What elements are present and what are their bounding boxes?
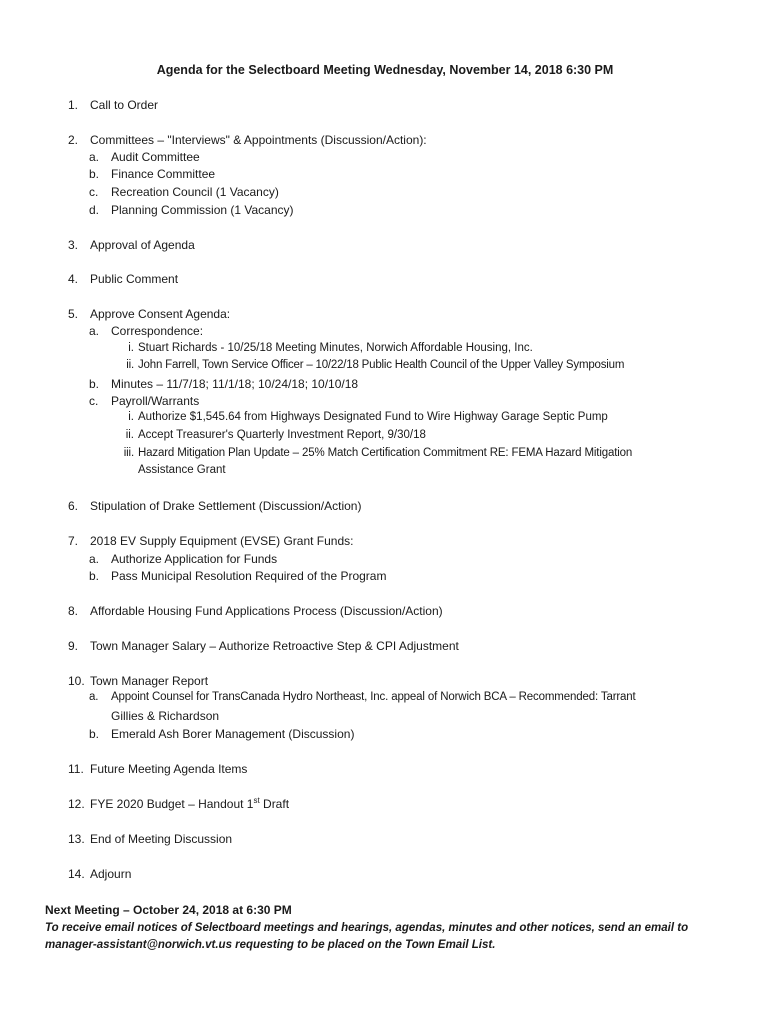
agenda-subsubitem: i. Stuart Richards - 10/25/18 Meeting Minutes, Norwich Affordable Housing, Inc. xyxy=(128,342,533,354)
agenda-subitem: a. Audit Committee xyxy=(89,150,200,164)
next-meeting: Next Meeting – October 24, 2018 at 6:30 PM xyxy=(45,903,292,917)
agenda-item-12: 12. FYE 2020 Budget – Handout 1st Draft xyxy=(68,796,290,811)
agenda-title: Agenda for the Selectboard Meeting Wednesday, November 14, 2018 6:30 PM xyxy=(156,63,614,77)
item-number: 2. xyxy=(68,133,79,147)
agenda-item-11: 11. Future Meeting Agenda Items xyxy=(68,762,248,776)
agenda-item-2 xyxy=(68,133,427,147)
agenda-subsubitem-continuation: Assistance Grant xyxy=(138,464,226,476)
agenda-item-9: 9. Town Manager Salary – Authorize Retroactive Step & CPI Adjustment xyxy=(68,639,459,653)
email-notice: To receive email notices of Selectboard meetings and hearings, agendas, minutes and other notices, send an email to manager-assistant@norwich.vt.us requesting to be placed on the Town Email List. xyxy=(45,922,689,951)
agenda-item-4: 4. Public Comment xyxy=(68,272,179,286)
agenda-subitem: b. Finance Committee xyxy=(89,167,216,181)
agenda-subitem: c. Payroll/Warrants xyxy=(89,394,200,408)
agenda-item-8: 8. Affordable Housing Fund Applications Process (Discussion/Action) xyxy=(68,604,443,618)
agenda-subitem: c. Recreation Council (1 Vacancy) xyxy=(89,185,279,199)
item-text: Committees – "Interviews" & Appointments (Discussion/Action): xyxy=(90,133,427,147)
agenda-subsubitem: iii. Hazard Mitigation Plan Update – 25% Match Certification Commitment RE: FEMA Hazard Mitigation xyxy=(123,447,633,459)
agenda-subitem: d. Planning Commission (1 Vacancy) xyxy=(89,203,294,217)
agenda-item-3: 3. Approval of Agenda xyxy=(68,238,195,252)
agenda-item-6: 6. Stipulation of Drake Settlement (Discussion/Action) xyxy=(68,499,362,513)
agenda-item-13: 13. End of Meeting Discussion xyxy=(68,832,233,846)
agenda-subsubitem: ii. Accept Treasurer's Quarterly Investment Report, 9/30/18 xyxy=(125,429,426,441)
agenda-item-7: 7. 2018 EV Supply Equipment (EVSE) Grant Funds: xyxy=(68,534,354,548)
agenda-subitem: a. Authorize Application for Funds xyxy=(89,552,278,566)
agenda-subitem: b. Minutes – 11/7/18; 11/1/18; 10/24/18; 10/10/18 xyxy=(89,377,359,391)
agenda-item-14: 14. Adjourn xyxy=(68,867,132,881)
agenda-subsubitem: i. Authorize $1,545.64 from Highways Designated Fund to Wire Highway Garage Septic Pump xyxy=(128,411,608,423)
agenda-subitem: a. Appoint Counsel for TransCanada Hydro Northeast, Inc. appeal of Norwich BCA – Recommended: Tarrant xyxy=(89,691,636,703)
agenda-subitem: b. Pass Municipal Resolution Required of the Program xyxy=(89,569,387,583)
agenda-item-1 xyxy=(68,98,158,112)
agenda-subitem: a. Correspondence: xyxy=(89,324,204,338)
agenda-item-5: 5. Approve Consent Agenda: xyxy=(68,307,231,321)
agenda-item-10: 10. Town Manager Report xyxy=(68,674,209,688)
item-number: 1. xyxy=(68,98,79,112)
agenda-subsubitem: ii. John Farrell, Town Service Officer – 10/22/18 Public Health Council of the Upper Valley Symposium xyxy=(126,359,625,371)
agenda-subitem: b. Emerald Ash Borer Management (Discussion) xyxy=(89,727,355,741)
item-text: Call to Order xyxy=(90,98,159,112)
agenda-subitem-continuation: Gillies & Richardson xyxy=(111,709,220,723)
